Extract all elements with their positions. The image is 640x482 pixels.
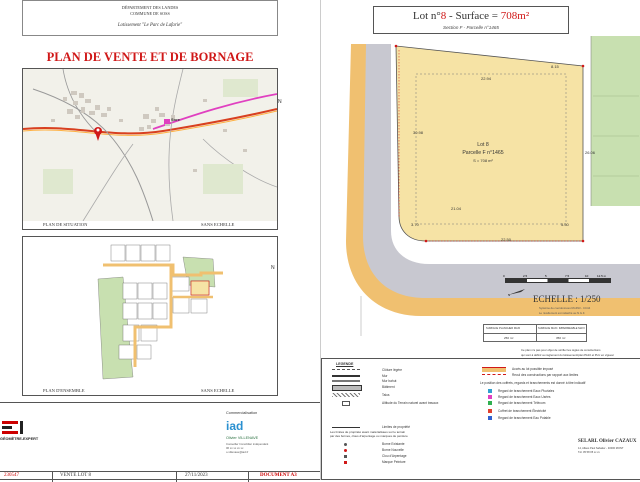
legend-item: Limites de propriété xyxy=(382,425,410,429)
situation-town-label: Sore xyxy=(171,117,180,122)
scale-tick: 10 xyxy=(585,274,589,278)
legend-item: Bâtiment xyxy=(382,385,395,389)
scale-label: ECHELLE : 1/250 xyxy=(533,294,601,304)
lot-number: 8 xyxy=(440,10,447,22)
logo-text: GÉOMÈTRE-EXPERT xyxy=(0,437,39,441)
legend-item: Recul des constructions par rapport aux limites xyxy=(512,373,579,377)
ensemble-map xyxy=(23,237,277,387)
header-dept: DÉPARTEMENT DES LANDES xyxy=(121,5,179,10)
legend-box xyxy=(321,358,640,480)
commercialisation-box xyxy=(224,411,302,471)
info-value: 250 m² xyxy=(504,336,514,340)
ensemble-map-frame xyxy=(22,236,278,396)
lot-title: Lot n°8 - Surface = 708m² xyxy=(412,10,530,22)
agent-line-2: o.villenave@iad.fr xyxy=(226,450,249,454)
north-arrow-icon xyxy=(507,284,527,297)
scale-tick: 7.5 xyxy=(565,274,570,278)
footer-ref: 230547 xyxy=(4,473,19,478)
footer-date: 27/11/2023 xyxy=(185,473,208,478)
info-header: SURFACE MAXI. IMPERMEABLE MAXI xyxy=(538,327,585,330)
agent-line-0: Conseiller Immobilier indépendant xyxy=(226,442,269,446)
warning-note-1: Ce plan n'a pas pour objet de vérifier les règles de constructions xyxy=(521,348,601,352)
agent-line-1: 06 xx xx xx xx xyxy=(226,446,244,450)
legend-item: Coffret de branchement Électricité xyxy=(498,409,547,413)
situation-label-left: PLAN DE SITUATION xyxy=(43,222,88,227)
parcel-label: Lot 8 xyxy=(477,142,489,148)
info-value: 350 m² xyxy=(556,336,566,340)
scale-tick: 12.5 m xyxy=(597,274,607,278)
legend-item: Clou d'Arpentage xyxy=(382,454,407,458)
parcel-ref: Parcelle F n°1465 xyxy=(462,150,504,156)
header-lotissement: Lotissement "Le Parc de Lafarie" xyxy=(117,23,183,28)
lot-title-box xyxy=(373,6,569,34)
legend-item: Borne Nouvelle xyxy=(382,448,404,452)
footer-vente: VENTE LOT 8 xyxy=(60,473,92,478)
parcel-area: S = 708 m² xyxy=(473,158,493,163)
north-arrow-icon: N xyxy=(271,265,275,271)
legend-title: LEGENDE xyxy=(336,362,354,366)
situation-map xyxy=(23,69,277,221)
situation-map-frame xyxy=(22,68,282,230)
company-name: SELARL Olivier CAZAUX xyxy=(578,439,637,444)
scale-tick: 2.5 xyxy=(523,274,528,278)
system-note-2: Le nivellement est rattaché au N.G.F. xyxy=(539,311,586,315)
iad-logo: iad xyxy=(226,419,244,433)
agent-name: Olivier VILLENAVE xyxy=(226,436,259,440)
lot-subtitle: Section F - Parcelle n°1465 xyxy=(443,25,499,30)
lot-surface: 708m² xyxy=(500,10,530,22)
page-title: PLAN DE VENTE ET DE BORNAGE xyxy=(46,50,254,64)
svg-text:N: N xyxy=(508,293,511,297)
company-stamp xyxy=(576,439,640,479)
dim-label: 26.06 xyxy=(585,150,596,155)
info-header: SURFACE PLANCHER MAXI xyxy=(486,327,521,330)
info-table xyxy=(483,324,587,342)
dim-label: 30.98 xyxy=(413,130,424,135)
header-commune: COMMUNE DE SOSS xyxy=(130,11,170,16)
dim-label: 22.50 xyxy=(501,237,512,242)
legend-item: Altitude du Terrain naturel avant travaux xyxy=(382,401,439,405)
dim-label: 5.50 xyxy=(561,222,569,227)
legend-item: Regard de branchement Télécom xyxy=(498,401,546,405)
legend-item: Talus xyxy=(382,393,390,397)
footer-doc: DOCUMENT A3 xyxy=(260,473,297,478)
legend-item: Mur xyxy=(382,374,388,378)
geometre-logo xyxy=(0,419,48,447)
dim-label: 8.15 xyxy=(551,64,559,69)
dim-label: 22.94 xyxy=(481,76,492,81)
legend-item: Accès au lot possible imposé xyxy=(512,367,554,371)
company-addr2: Tél. 05 58 05 xx xx xyxy=(578,451,600,454)
company-addr1: 14, Allées Paul Sabatier - 40000 MONT xyxy=(578,447,624,450)
system-note-1: Système de coordonnées RGF93 - CC44 xyxy=(539,306,591,310)
situation-label-right: SANS ECHELLE xyxy=(201,222,235,227)
commercialisation-label: Commercialisation xyxy=(226,411,258,415)
header-box xyxy=(22,0,278,36)
lot-plan xyxy=(321,36,640,336)
legend-item: Clôture légère xyxy=(382,368,403,372)
legend-item: Regard de branchement Eaux Pluviales xyxy=(498,389,555,393)
legend-item: Mur bahut xyxy=(382,379,397,383)
legend-item: Borne Existante xyxy=(382,442,405,446)
legend-item: Marque Peinture xyxy=(382,460,406,464)
left-sheet xyxy=(0,0,320,480)
warning-note-2: qui sont à définir au règlement du lotissement/plan PA10 et PLU en vigueur xyxy=(521,353,615,357)
legend-item: Le position des coffrets, regards et branchements est donné à titre indicatif xyxy=(480,381,586,385)
scale-tick: 5 xyxy=(545,274,547,278)
dim-label: 21.04 xyxy=(451,206,462,211)
dim-label: 3.70 xyxy=(411,222,419,227)
footer-box xyxy=(0,402,320,480)
north-arrow-icon: N xyxy=(278,99,282,105)
right-sheet xyxy=(320,0,640,480)
ensemble-label-right: SANS ECHELLE xyxy=(201,388,235,393)
legend-note: Les limites de propriété avant matérialisées sur le terrain par des bornes, clous d'arpentage ou marques de peinture xyxy=(330,430,408,438)
footer-bottom-row xyxy=(0,471,320,482)
legend-item: Regard de branchement Eaux Usées xyxy=(498,395,551,399)
scale-tick: 0 xyxy=(503,274,505,278)
ensemble-label-left: PLAN D'ENSEMBLE xyxy=(43,388,85,393)
legend-item: Regard de branchement Eau Potable xyxy=(498,416,551,420)
